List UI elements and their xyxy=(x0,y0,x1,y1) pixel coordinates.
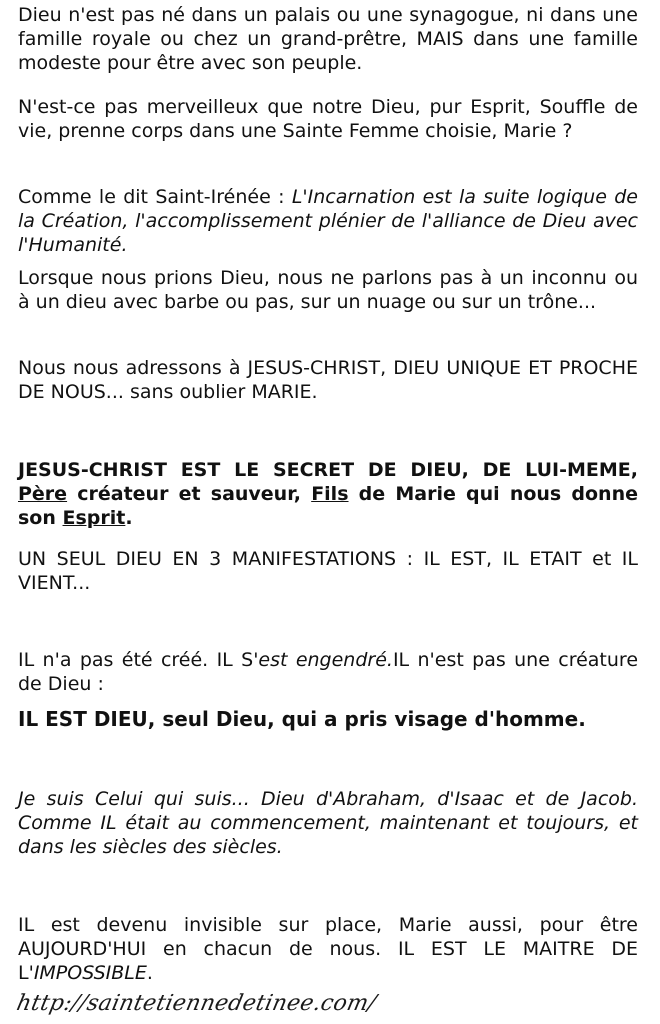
secret-fils: Fils xyxy=(311,483,349,505)
handwritten-url-signature xyxy=(14,980,414,1024)
engendre-c: IL n'est pas une créature de Dieu : xyxy=(18,649,639,695)
paragraph-dieu-homme: IL EST DIEU, seul Dieu, qui a pris visage d'homme. xyxy=(18,707,586,731)
engendre-a: IL n'a pas été créé. IL S' xyxy=(18,649,259,671)
paragraph-address: Nous nous adressons à JESUS-CHRIST, DIEU UNIQUE ET PROCHE DE NOUS... sans oublier MARIE. xyxy=(18,357,638,403)
invisible-a: IL est devenu invisible sur place, Marie aussi, pour être AUJOURD'HUI en chacun de nous. IL EST LE MAITRE DE L' xyxy=(18,914,638,984)
engendre-b: est engendré. xyxy=(258,649,393,671)
paragraph-secret xyxy=(18,458,638,530)
secret-text-b: créateur et sauveur, xyxy=(67,483,312,505)
invisible-impossible: IMPOSSIBLE xyxy=(33,962,147,984)
irenee-intro: Comme le dit Saint-Irénée : xyxy=(18,186,292,208)
secret-text-d: . xyxy=(125,507,133,529)
paragraph-incarnation: N'est-ce pas merveilleux que notre Dieu, pur Esprit, Souffle de vie, prenne corps dans une Sainte Femme choisie, Marie ? xyxy=(18,96,638,142)
paragraph-birth: Dieu n'est pas né dans un palais ou une synagogue, ni dans une famille royale ou chez un grand-prêtre, MAIS dans une famille modeste pour être avec son peuple. xyxy=(18,4,638,74)
secret-text-c: de Marie qui nous donne son xyxy=(18,483,638,529)
paragraph-prayer: Lorsque nous prions Dieu, nous ne parlons pas à un inconnu ou à un dieu avec barbe ou pas, sur un nuage ou sur un trône... xyxy=(18,267,638,313)
handwritten-url-text: http://saintetiennedetinee.com/ xyxy=(14,990,379,1016)
paragraph-je-suis: Je suis Celui qui suis... Dieu d'Abraham, d'Isaac et de Jacob. Comme IL était au commencement, maintenant et toujours, et dans les siècles des siècles. xyxy=(18,788,638,858)
paragraph-irenee xyxy=(18,185,638,257)
secret-pere: Père xyxy=(18,483,68,505)
invisible-c: . xyxy=(146,962,153,984)
irenee-quote: L'Incarnation est la suite logique de la Création, l'accomplissement plénier de l'alliance de Dieu avec l'Humanité. xyxy=(18,186,638,256)
secret-text-a: JESUS-CHRIST EST LE SECRET DE DIEU, DE LUI-MEME, xyxy=(18,459,638,481)
secret-esprit: Esprit xyxy=(62,507,126,529)
paragraph-manifestations: UN SEUL DIEU EN 3 MANIFESTATIONS : IL EST, IL ETAIT et IL VIENT... xyxy=(18,548,638,594)
paragraph-invisible xyxy=(18,913,638,985)
paragraph-engendre xyxy=(18,648,638,696)
